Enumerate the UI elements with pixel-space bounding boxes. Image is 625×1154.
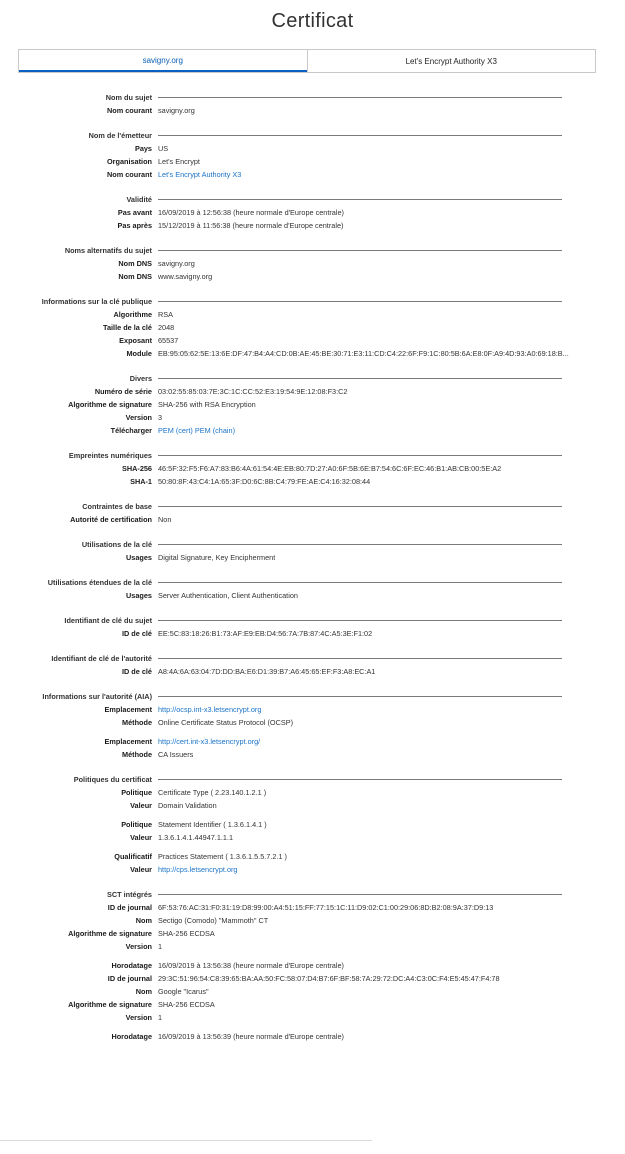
- section-divider: [158, 455, 562, 456]
- section-header: [0, 193, 625, 206]
- field-value: Sectigo (Comodo) "Mammoth" CT: [158, 916, 269, 925]
- section-title: SCT intégrés: [106, 890, 152, 899]
- section-divider: [158, 250, 562, 251]
- field-row: [0, 863, 625, 876]
- field-row: [0, 1011, 625, 1024]
- field-value: EB:95:05:62:5E:13:6E:DF:47:B4:A4:CD:0B:AE:45:BE:30:71:E3:11:CD:C4:22:6F:F9:1C:80:5B:6A:E8:0F:A9:4D:93:A0:69:18:B...: [158, 349, 569, 358]
- field-value: [158, 426, 235, 435]
- field-label: ID de journal: [107, 903, 152, 912]
- section-title: Empreintes numériques: [68, 451, 152, 460]
- field-row: [0, 735, 625, 748]
- field-label: Qualificatif: [114, 852, 152, 861]
- field-row: [0, 716, 625, 729]
- section-divider: [158, 506, 562, 507]
- field-value: Server Authentication, Client Authentication: [158, 591, 298, 600]
- field-link[interactable]: Let's Encrypt Authority X3: [158, 170, 242, 179]
- field-row: [0, 940, 625, 953]
- certificate-tabs: [18, 49, 596, 73]
- field-label: Horodatage: [111, 1032, 152, 1041]
- field-label: Nom DNS: [118, 259, 152, 268]
- section-divider: [158, 894, 562, 895]
- field-label: Pays: [134, 144, 152, 153]
- field-row: [0, 475, 625, 488]
- field-row: [0, 703, 625, 716]
- section: [0, 690, 625, 761]
- section-divider: [158, 620, 562, 621]
- field-row: [0, 155, 625, 168]
- field-row: [0, 665, 625, 678]
- field-label: Version: [125, 942, 152, 951]
- field-row: [0, 786, 625, 799]
- field-value: US: [158, 144, 169, 153]
- field-label: Version: [125, 413, 152, 422]
- field-label: SHA-256: [121, 464, 152, 473]
- field-label: Horodatage: [111, 961, 152, 970]
- field-label: Nom DNS: [118, 272, 152, 281]
- field-row: [0, 104, 625, 117]
- field-row: [0, 385, 625, 398]
- field-value: 1: [158, 942, 163, 951]
- field-value: A8:4A:6A:63:04:7D:DD:BA:E6:D1:39:B7:A6:45:65:EF:F3:A8:EC:A1: [158, 667, 376, 676]
- section-title: Informations sur l'autorité (AIA): [42, 692, 152, 701]
- field-value: Online Certificate Status Protocol (OCSP): [158, 718, 294, 727]
- section-title: Identifiant de clé du sujet: [64, 616, 152, 625]
- field-value: Google "Icarus": [158, 987, 209, 996]
- section-divider: [158, 696, 562, 697]
- field-link[interactable]: http://cert.int-x3.letsencrypt.org/: [158, 737, 261, 746]
- field-row: [0, 748, 625, 761]
- section: [0, 500, 625, 526]
- field-label: Autorité de certification: [70, 515, 152, 524]
- field-value: [158, 170, 241, 179]
- section-header: [0, 295, 625, 308]
- field-value: 29:3C:51:96:54:C8:39:65:BA:AA:50:FC:58:07:D4:B7:6F:BF:58:7A:29:72:DC:A4:C3:0C:F4:E5:45:47:F4:78: [158, 974, 500, 983]
- field-value: 1: [158, 1013, 163, 1022]
- section-title: Validité: [126, 195, 152, 204]
- field-label: Emplacement: [104, 737, 152, 746]
- section: [0, 888, 625, 1043]
- field-label: Usages: [126, 591, 152, 600]
- field-label: Organisation: [106, 157, 152, 166]
- section-divider: [158, 199, 562, 200]
- section-divider: [158, 97, 562, 98]
- field-row: [0, 831, 625, 844]
- field-row: [0, 850, 625, 863]
- section-divider: [158, 779, 562, 780]
- section-header: [0, 244, 625, 257]
- field-value: SHA-256 with RSA Encryption: [158, 400, 256, 409]
- field-row: [0, 411, 625, 424]
- field-value: Domain Validation: [158, 801, 217, 810]
- section-header: [0, 576, 625, 589]
- section-divider: [158, 582, 562, 583]
- section-divider: [158, 378, 562, 379]
- field-row: [0, 334, 625, 347]
- field-row: [0, 901, 625, 914]
- field-label: Valeur: [130, 833, 152, 842]
- field-value: SHA-256 ECDSA: [158, 929, 215, 938]
- section-divider: [158, 658, 562, 659]
- field-label: Algorithme de signature: [68, 400, 152, 409]
- section: [0, 614, 625, 640]
- field-label: Télécharger: [110, 426, 152, 435]
- field-label: Méthode: [122, 750, 152, 759]
- section-header: [0, 538, 625, 551]
- section-title: Informations sur la clé publique: [41, 297, 152, 306]
- section-header: [0, 888, 625, 901]
- field-link[interactable]: http://ocsp.int-x3.letsencrypt.org: [158, 705, 262, 714]
- section: [0, 91, 625, 117]
- section-header: [0, 614, 625, 627]
- section-header: [0, 500, 625, 513]
- field-row: [0, 914, 625, 927]
- field-label: Taille de la clé: [103, 323, 152, 332]
- field-label: Politique: [121, 820, 152, 829]
- field-value: 6F:53:76:AC:31:F0:31:19:D8:99:00:A4:51:15:FF:77:15:1C:11:D9:02:C1:00:29:06:8D:B2:08:9A:37:D9:13: [158, 903, 494, 912]
- field-label: Exposant: [119, 336, 152, 345]
- field-label: Méthode: [122, 718, 152, 727]
- field-label: Politique: [121, 788, 152, 797]
- field-row: [0, 321, 625, 334]
- field-label: Pas après: [117, 221, 152, 230]
- field-label: Emplacement: [104, 705, 152, 714]
- field-value: SHA-256 ECDSA: [158, 1000, 215, 1009]
- field-value: [158, 737, 260, 746]
- section-title: Nom du sujet: [105, 93, 152, 102]
- field-label: Valeur: [130, 801, 152, 810]
- section: [0, 372, 625, 437]
- field-value: [158, 865, 238, 874]
- page-title: Certificat: [271, 10, 354, 32]
- field-value: Practices Statement ( 1.3.6.1.5.5.7.2.1 ): [158, 852, 287, 861]
- field-row: [0, 627, 625, 640]
- field-value: 16/09/2019 à 12:56:38 (heure normale d'Europe centrale): [158, 208, 344, 217]
- field-value: 03:02:55:85:03:7E:3C:1C:CC:52:E3:19:54:9E:12:08:F3:C2: [158, 387, 348, 396]
- section-title: Contraintes de base: [82, 502, 152, 511]
- field-label: Numéro de série: [94, 387, 152, 396]
- bottom-divider: [0, 1140, 372, 1141]
- field-row: [0, 308, 625, 321]
- field-value: 50:80:8F:43:C4:1A:65:3F:D0:6C:8B:C4:79:FE:AE:C4:16:32:08:44: [158, 477, 371, 486]
- field-value: RSA: [158, 310, 174, 319]
- field-row: [0, 347, 625, 360]
- field-label: Algorithme de signature: [68, 929, 152, 938]
- field-value: 2048: [158, 323, 175, 332]
- section-title: Utilisations étendues de la clé: [47, 578, 152, 587]
- section-header: [0, 690, 625, 703]
- field-label: Nom: [135, 916, 152, 925]
- certificate-details: [0, 91, 625, 1055]
- field-value: Certificate Type ( 2.23.140.1.2.1 ): [158, 788, 267, 797]
- section-title: Politiques du certificat: [73, 775, 152, 784]
- field-value: CA Issuers: [158, 750, 194, 759]
- field-label: ID de clé: [121, 667, 152, 676]
- field-row: [0, 168, 625, 181]
- section-title: Divers: [129, 374, 152, 383]
- field-row: [0, 959, 625, 972]
- field-label: Algorithme: [113, 310, 152, 319]
- field-value: 46:5F:32:F5:F6:A7:83:B6:4A:61:54:4E:EB:80:7D:27:A0:6F:5B:6E:B7:54:6C:6F:EC:46:B1:AB:CB:00:5E:A2: [158, 464, 502, 473]
- field-value: 16/09/2019 à 13:56:39 (heure normale d'Europe centrale): [158, 1032, 344, 1041]
- field-value: Let's Encrypt: [158, 157, 200, 166]
- section-title: Nom de l'émetteur: [88, 131, 152, 140]
- section: [0, 652, 625, 678]
- field-row: [0, 818, 625, 831]
- field-label: Nom courant: [107, 106, 152, 115]
- field-row: [0, 142, 625, 155]
- section: [0, 193, 625, 232]
- field-row: [0, 257, 625, 270]
- field-label: ID de clé: [121, 629, 152, 638]
- section-title: Noms alternatifs du sujet: [64, 246, 152, 255]
- field-row: [0, 513, 625, 526]
- field-label: Algorithme de signature: [68, 1000, 152, 1009]
- section: [0, 449, 625, 488]
- tab-savigny-org[interactable]: savigny.org: [19, 50, 307, 72]
- field-label: Version: [125, 1013, 152, 1022]
- field-row: [0, 972, 625, 985]
- field-value: savigny.org: [158, 259, 195, 268]
- section-header: [0, 91, 625, 104]
- field-label: Module: [126, 349, 152, 358]
- field-value: 15/12/2019 à 11:56:38 (heure normale d'Europe centrale): [158, 221, 344, 230]
- section: [0, 576, 625, 602]
- field-row: [0, 985, 625, 998]
- section-header: [0, 652, 625, 665]
- field-value: EE:5C:83:18:26:B1:73:AF:E9:EB:D4:56:7A:7B:87:4C:A5:3E:F1:02: [158, 629, 373, 638]
- field-label: Usages: [126, 553, 152, 562]
- section: [0, 244, 625, 283]
- field-value: 65537: [158, 336, 179, 345]
- field-row: [0, 219, 625, 232]
- field-row: [0, 424, 625, 437]
- field-link[interactable]: http://cps.letsencrypt.org: [158, 865, 238, 874]
- section-header: [0, 372, 625, 385]
- field-label: ID de journal: [107, 974, 152, 983]
- field-row: [0, 206, 625, 219]
- section-divider: [158, 135, 562, 136]
- field-value: Digital Signature, Key Encipherment: [158, 553, 276, 562]
- field-row: [0, 398, 625, 411]
- section: [0, 295, 625, 360]
- field-label: SHA-1: [130, 477, 152, 486]
- section: [0, 538, 625, 564]
- field-label: Pas avant: [117, 208, 152, 217]
- field-row: [0, 589, 625, 602]
- field-link[interactable]: PEM (cert) PEM (chain): [158, 426, 236, 435]
- field-label: Nom courant: [107, 170, 152, 179]
- field-value: [158, 705, 261, 714]
- field-row: [0, 551, 625, 564]
- field-value: www.savigny.org: [158, 272, 213, 281]
- field-value: 1.3.6.1.4.1.44947.1.1.1: [158, 833, 234, 842]
- section-divider: [158, 301, 562, 302]
- field-row: [0, 927, 625, 940]
- section-header: [0, 129, 625, 142]
- section-header: [0, 773, 625, 786]
- section: [0, 129, 625, 181]
- field-label: Nom: [135, 987, 152, 996]
- field-value: 16/09/2019 à 13:56:38 (heure normale d'Europe centrale): [158, 961, 344, 970]
- tab-lets-encrypt-authority[interactable]: Let's Encrypt Authority X3: [307, 50, 596, 72]
- field-row: [0, 462, 625, 475]
- field-row: [0, 998, 625, 1011]
- field-value: Non: [158, 515, 172, 524]
- field-value: savigny.org: [158, 106, 195, 115]
- field-row: [0, 799, 625, 812]
- section-header: [0, 449, 625, 462]
- field-row: [0, 1030, 625, 1043]
- field-value: 3: [158, 413, 163, 422]
- field-value: Statement Identifier ( 1.3.6.1.4.1 ): [158, 820, 267, 829]
- section-title: Identifiant de clé de l'autorité: [51, 654, 152, 663]
- section-divider: [158, 544, 562, 545]
- section-title: Utilisations de la clé: [81, 540, 152, 549]
- field-row: [0, 270, 625, 283]
- field-label: Valeur: [130, 865, 152, 874]
- section: [0, 773, 625, 876]
